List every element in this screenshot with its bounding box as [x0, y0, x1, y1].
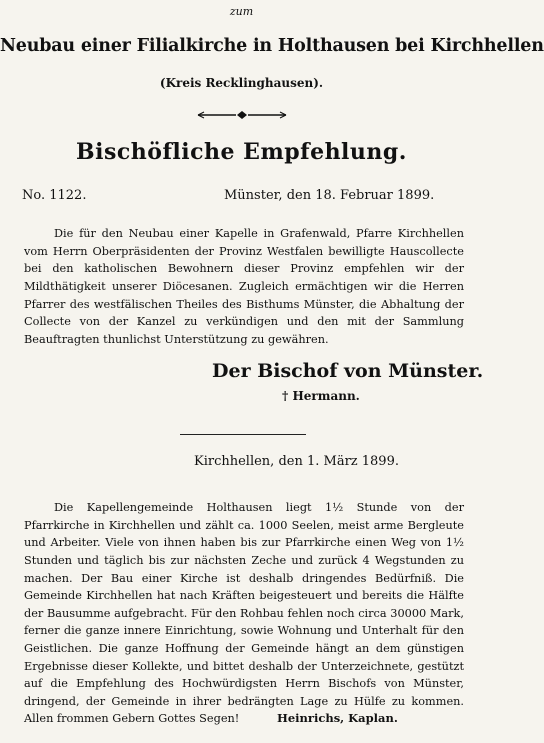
bishop-signature: Der Bischof von Münster.	[212, 360, 484, 382]
letter1-body: Die für den Neubau einer Kapelle in Grafenwald, Pfarre Kirchhellen vom Herrn Oberpräsidenten der Provinz Westfalen bewilligte Hauscollecte bei den katholischen Bewohnern dieser Provinz empfehlen wir der Mildthätigkeit unserer Diöcesanen. Zugleich ermächtigen wir die Herren Pfarrer des westfälischen Theiles des Bisthums Münster, die Abhaltung der Collecte von der Kanzel zu verkündigen und den mit der Sammlung Beauftragten thunlichst Unterstützung zu gewähren.	[24, 227, 464, 346]
ornament-divider-icon	[196, 110, 288, 120]
section-divider	[180, 434, 306, 435]
letter2-body: Die Kapellengemeinde Holthausen liegt 1½ Stunde von der Pfarrkirche in Kirchhellen und zählt ca. 1000 Seelen, meist arme Bergleute und Arbeiter. Viele von ihnen haben bis zur Pfarrkirche einen Weg von 1½ Stunden und täglich bis zur nächsten Zeche und zurück 4 Wegstunden zu machen. Der Bau einer Kirche ist deshalb dringendes Bedürfniß. Die Gemeinde Kirchhellen hat nach Kräften beigesteuert und bereits die Hälfte der Bausumme aufgebracht. Für den Rohbau fehlen noch circa 30000 Mark, ferner die ganze innere Einrichtung, sowie Wohnung und Unterhalt für den Geistlichen. Die ganze Hoffnung der Gemeinde hängt an dem günstigen Ergebnisse dieser Kollekte, und bittet deshalb der Unterzeichnete, gestützt auf die Empfehlung des Hochwürdigsten Herrn Bischofs von Münster, dringend, der Gemeinde in ihrer bedrängten Lage zu Hülfe zu kommen. Allen frommen Gebern Gottes Segen!	[24, 501, 464, 726]
header-zum: zum	[229, 5, 254, 18]
letter1-date: Münster, den 18. Februar 1899.	[224, 188, 435, 203]
document-title: Bischöfliche Empfehlung.	[76, 139, 407, 165]
letter-number: No. 1122.	[22, 188, 87, 203]
subtitle: (Kreis Recklinghausen).	[159, 76, 324, 90]
chaplain-signature: Heinrichs, Kaplan.	[277, 711, 398, 725]
letter2-date: Kirchhellen, den 1. März 1899.	[194, 454, 399, 469]
bishop-signer: † Hermann.	[282, 389, 360, 403]
headline: Neubau einer Filialkirche in Holthausen bei Kirchhellen	[0, 36, 544, 56]
